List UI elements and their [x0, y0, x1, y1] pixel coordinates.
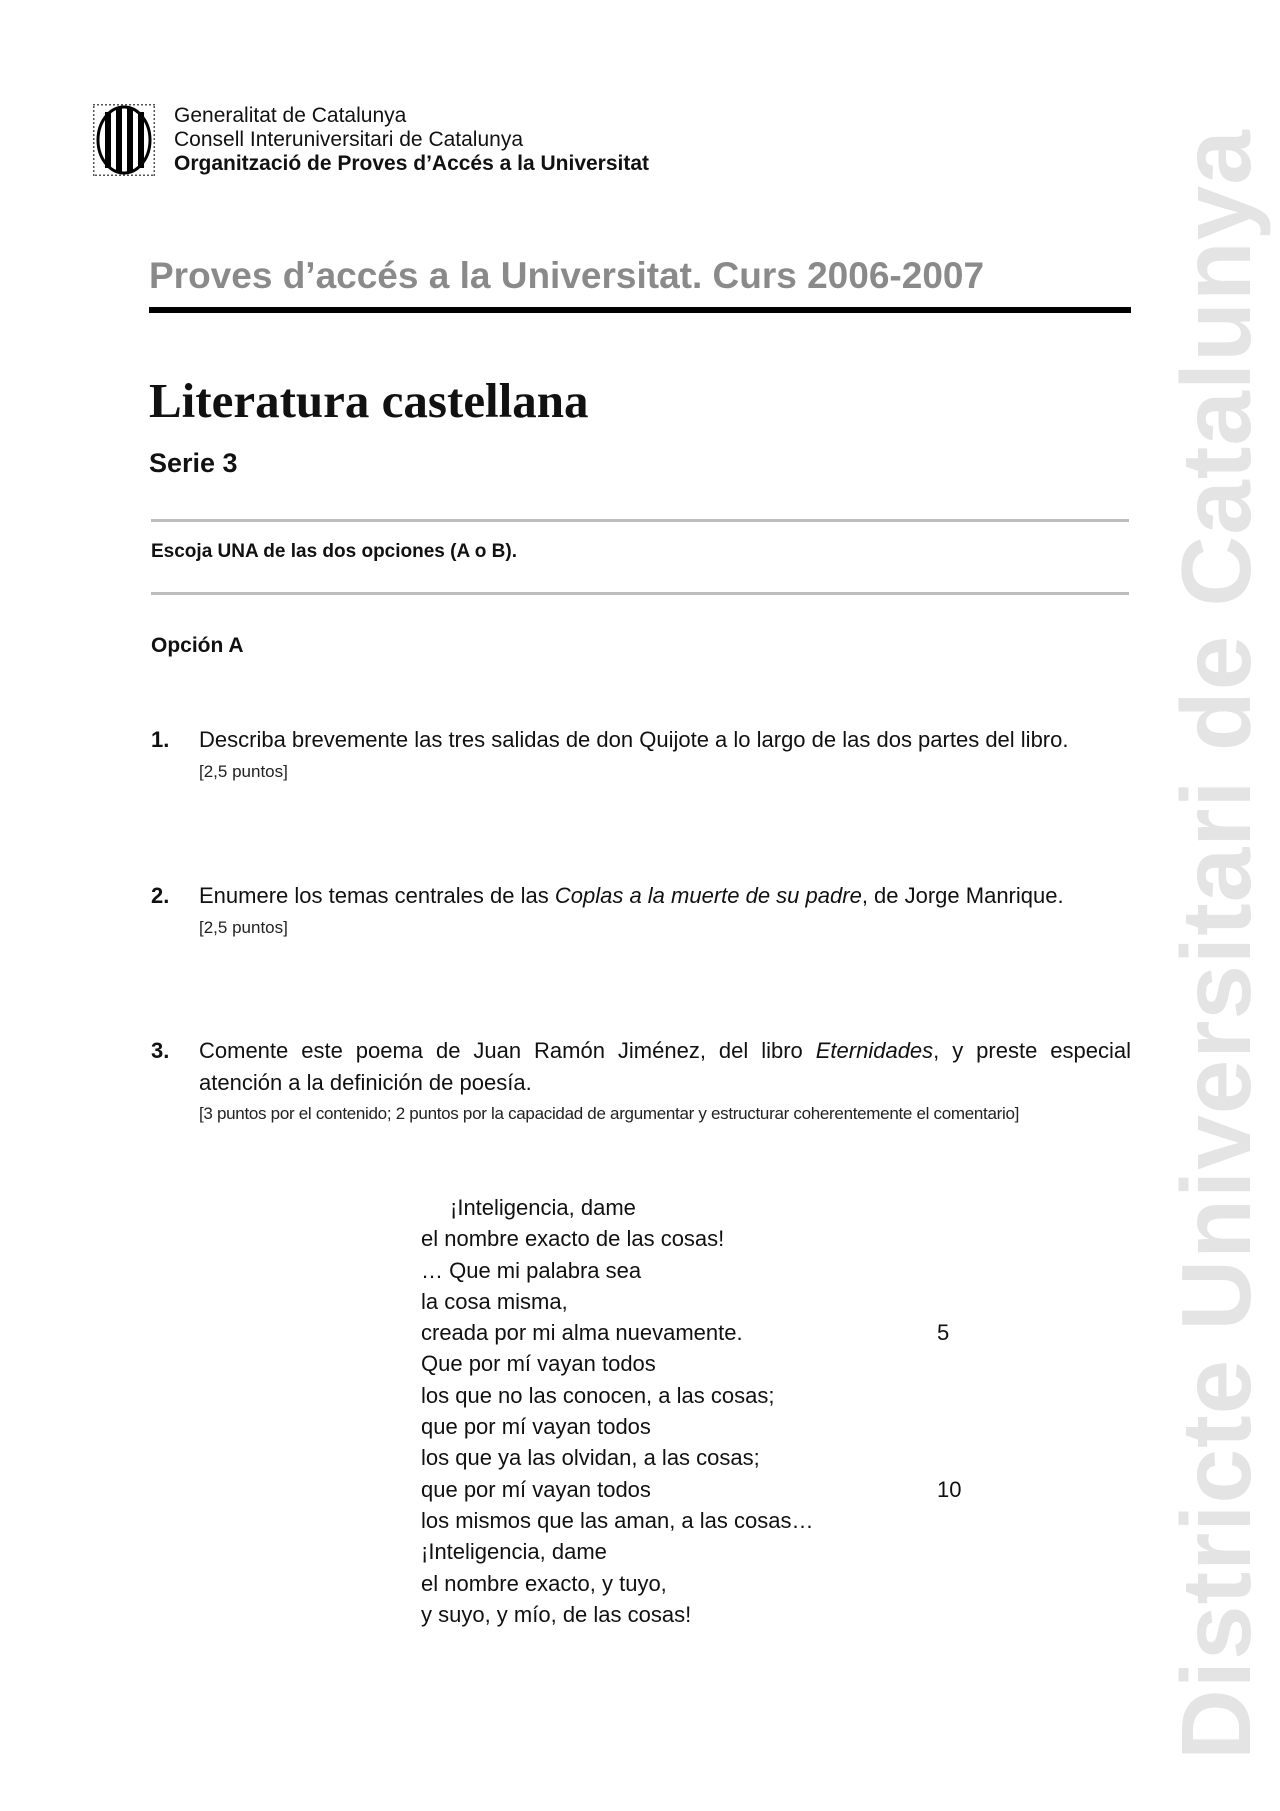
option-heading: Opción A [151, 634, 244, 657]
poem-line-text: creada por mi alma nuevamente. [421, 1320, 743, 1346]
org-line: Generalitat de Catalunya [174, 104, 407, 127]
question-number: 3. [151, 1038, 170, 1063]
question-points: [3 puntos por el contenido; 2 puntos por la capacidad de argumentar y estructurar coherentemente el comentario] [199, 1104, 1020, 1123]
poem-line-text: los mismos que las aman, a las cosas… [421, 1507, 814, 1533]
question-2 [151, 880, 1131, 943]
generalitat-logo [93, 104, 155, 176]
poem-line [421, 1192, 951, 1223]
poem-line-text: la cosa misma, [421, 1288, 568, 1314]
poem-line [421, 1442, 951, 1473]
poem-line [421, 1317, 951, 1348]
poem-line [421, 1286, 951, 1317]
subject-title: Literatura castellana [149, 373, 589, 428]
text: Comente este poema de Juan Ramón Jiménez, del libro [199, 1038, 816, 1063]
text: , y preste especial atención a la definición de poesía. [199, 1038, 1131, 1095]
poem-line [421, 1223, 951, 1254]
poem-line-text: el nombre exacto, y tuyo, [421, 1570, 667, 1596]
poem-line-text: ¡Inteligencia, dame [421, 1539, 607, 1565]
question-points: [2,5 puntos] [199, 761, 288, 781]
poem-line-text: ¡Inteligencia, dame [450, 1195, 636, 1220]
poem-line [421, 1348, 951, 1379]
poem-line [421, 1568, 951, 1599]
poem-line [421, 1599, 951, 1630]
organization-header [174, 104, 649, 176]
serie-label: Serie 3 [149, 448, 238, 478]
line-number: 10 [937, 1476, 962, 1502]
watermark: Districte Universitari de Catalunya [1161, 129, 1271, 1760]
org-line: Consell Interuniversitari de Catalunya [174, 128, 524, 151]
poem-line-text: los que ya las olvidan, a las cosas; [421, 1445, 760, 1471]
line-number: 5 [937, 1320, 950, 1346]
poem-line [421, 1411, 951, 1442]
question-3 [151, 1035, 1131, 1129]
question-1 [151, 724, 1131, 787]
question-points: [2,5 puntos] [199, 917, 288, 937]
poem-line-text: que por mí vayan todos [421, 1476, 651, 1502]
divider [151, 519, 1129, 522]
poem-line-text: y suyo, y mío, de las cosas! [421, 1601, 692, 1627]
poem-line [421, 1255, 951, 1286]
poem-line-text: que por mí vayan todos [421, 1414, 651, 1440]
poem-line-text: los que no las conocen, a las cosas; [421, 1382, 775, 1408]
poem-line-text: el nombre exacto de las cosas! [421, 1226, 725, 1252]
poem [421, 1192, 962, 1630]
poem-line [421, 1505, 951, 1536]
question-number: 2. [151, 883, 170, 908]
divider [149, 307, 1131, 313]
instructions: Escoja UNA de las dos opciones (A o B). [151, 541, 517, 562]
work-title: Eternidades [815, 1038, 934, 1063]
question-text [199, 880, 1131, 912]
poem-line [421, 1380, 951, 1411]
text: , de Jorge Manrique. [861, 883, 1064, 908]
work-title: Coplas a la muerte de su padre [554, 883, 862, 908]
question-text [199, 1035, 1131, 1098]
poem-line [421, 1474, 962, 1505]
poem-line [421, 1536, 951, 1567]
text: Enumere los temas centrales de las [199, 883, 555, 908]
exam-title: Proves d’accés a la Universitat. Curs 2006-2007 [149, 255, 985, 296]
question-text: Describa brevemente las tres salidas de don Quijote a lo largo de las dos partes del libro. [199, 727, 1069, 752]
divider [151, 592, 1129, 595]
org-line: Organització de Proves d’Accés a la Universitat [174, 152, 650, 175]
question-number: 1. [151, 727, 170, 752]
poem-line-text: Que por mí vayan todos [421, 1351, 656, 1377]
poem-line-text: … Que mi palabra sea [421, 1257, 642, 1283]
